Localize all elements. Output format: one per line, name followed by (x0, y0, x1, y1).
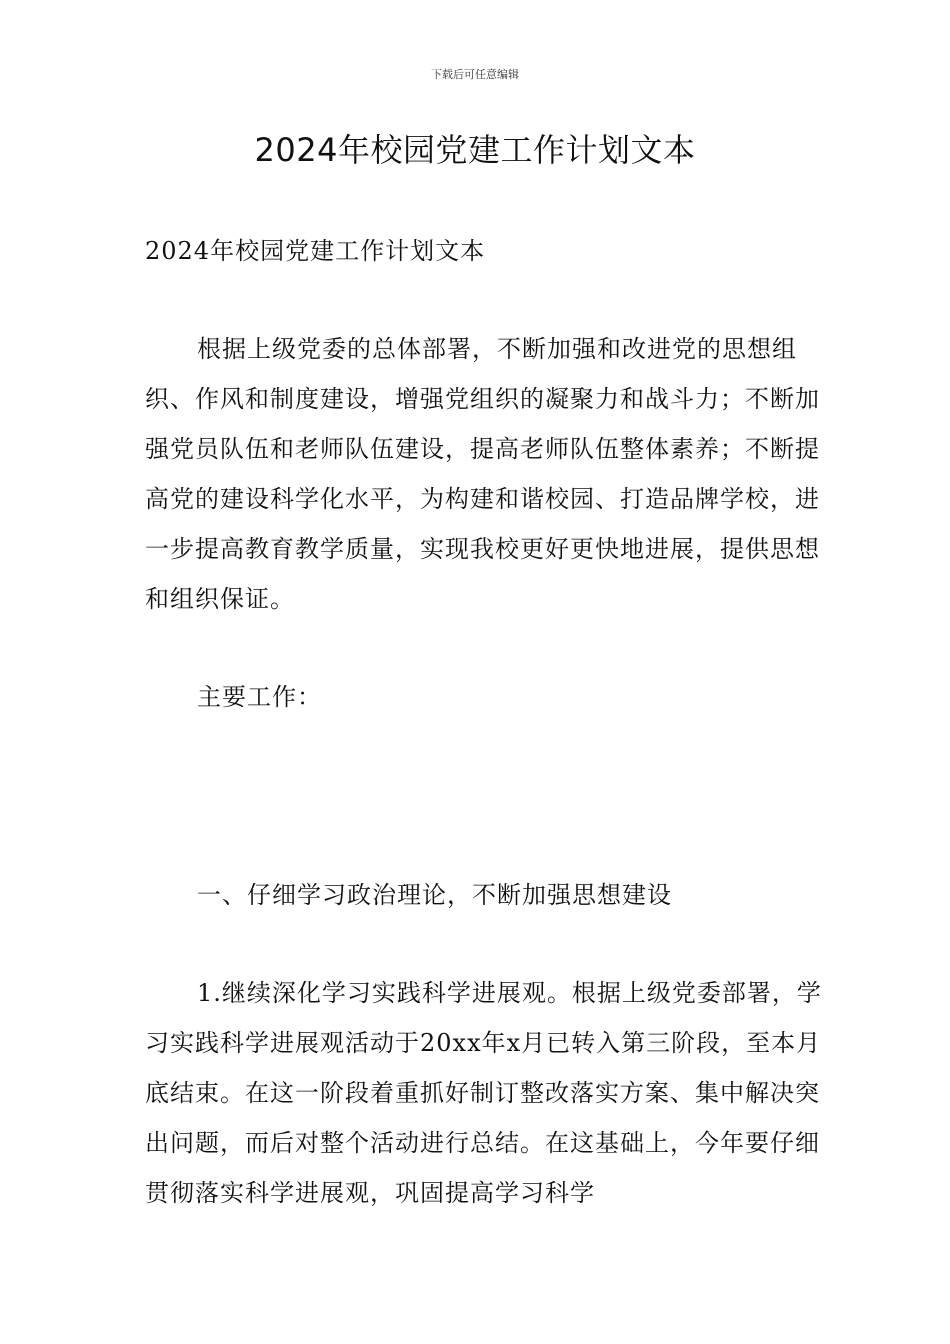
intro-paragraph: 根据上级党委的总体部署，不断加强和改进党的思想组织、作风和制度建设，增强党组织的凝聚力和战斗力；不断加强党员队伍和老师队伍建设，提高老师队伍整体素养；不断提高党的建设科学化水平，为构建和谐校园、打造品牌学校，进一步提高教育教学质量，实现我校更好更快地进展，提供思想和组织保证。 (145, 335, 820, 613)
item-one-paragraph: 1.继续深化学习实践科学进展观。根据上级党委部署，学习实践科学进展观活动于20xx年x月已转入第三阶段，至本月底结束。在这一阶段着重抓好制订整改落实方案、集中解决突出问题，而后对整个活动进行总结。在这基础上，今年要仔细贯彻落实科学进展观，巩固提高学习科学 (145, 979, 822, 1207)
header-note: 下载后可任意编辑 (431, 68, 519, 81)
document-title: 2024年校园党建工作计划文本 (254, 131, 696, 169)
document-subtitle: 2024年校园党建工作计划文本 (145, 237, 486, 265)
section-one-heading: 一、仔细学习政治理论，不断加强思想建设 (197, 881, 672, 909)
main-work-heading: 主要工作： (197, 683, 322, 711)
document-body (145, 226, 825, 1218)
